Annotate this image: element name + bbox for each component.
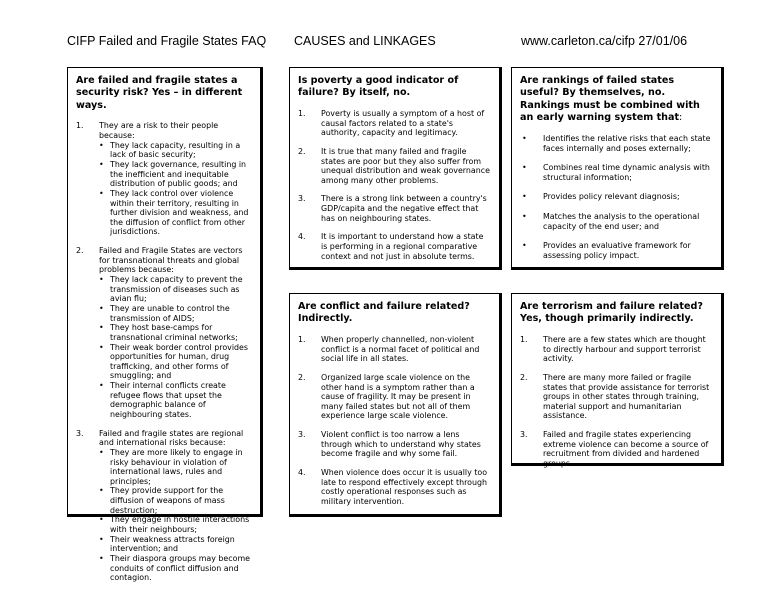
list-item <box>76 121 252 237</box>
item-number: 2. <box>298 372 306 382</box>
bullet-item: • They engage in hostile interactions with their neighbours; <box>99 515 252 534</box>
terrorism-box <box>511 293 724 466</box>
item-text: Poverty is usually a symptom of a host of causal factors related to a state's authority, capacity and legitimacy. <box>321 108 485 138</box>
header-center: CAUSES and LINKAGES <box>294 34 436 48</box>
poverty-box <box>289 67 502 270</box>
list-item <box>298 194 491 223</box>
item-number: 2. <box>520 372 528 382</box>
numbered-list <box>298 109 491 261</box>
item-text: It is true that many failed and fragile states are poor but they also suffer from unequal distribution and weak governance among many other problems. <box>321 146 490 185</box>
item-text: When violence does occur it is usually too late to respond effectively except through costly operational responses such as military intervention. <box>321 467 488 506</box>
list-item <box>520 373 713 421</box>
list-item <box>76 246 252 420</box>
bullet-item: • They provide support for the diffusion of weapons of mass destruction; <box>99 486 252 515</box>
bullet-list <box>520 134 713 261</box>
list-item <box>298 147 491 186</box>
item-text: It is important to understand how a state is performing in a regional comparative context and not just in absolute terms. <box>321 232 484 261</box>
bullet-item: • They lack capacity to prevent the transmission of diseases such as avian flu; <box>99 275 252 304</box>
item-number: 2. <box>76 246 84 256</box>
item-text: There is a strong link between a country's GDP/capita and the negative effect that has on neighbouring states. <box>321 194 487 223</box>
box-title: Are terrorism and failure related? Yes, though primarily indirectly. <box>520 301 703 325</box>
header-left: CIFP Failed and Fragile States FAQ <box>67 34 267 48</box>
bullet-item: • They lack control over violence within their territory, resulting in further division and weakness, and the diffusion of conflict from other jurisdictions. <box>99 189 252 237</box>
box-title: Is poverty a good indicator of failure? By itself, no. <box>298 75 459 99</box>
item-text: Organized large scale violence on the other hand is a symptom rather than a cause of fragility. It may be present in many failed states but not all of them experience large scale violence. <box>321 372 475 421</box>
list-item <box>520 335 713 364</box>
item-number: 1. <box>298 334 306 344</box>
bullet-item: • Matches the analysis to the operational capacity of the end user; and <box>520 212 713 231</box>
bullet-item: • Provides policy relevant diagnosis; <box>520 192 713 202</box>
box-title: Are conflict and failure related? Indirectly. <box>298 301 470 325</box>
box-title: Are failed and fragile states a security risk? Yes – in different ways. <box>76 75 243 111</box>
box-title-text: Are rankings of failed states useful? By themselves, no. Rankings must be combined with an early warning system that <box>520 75 700 124</box>
item-number: 3. <box>520 430 528 440</box>
numbered-list <box>298 335 491 507</box>
box-title-tail: : <box>679 112 683 124</box>
bullet-item: • They are more likely to engage in risky behaviour in violation of international laws, rules and principles; <box>99 448 252 487</box>
security-risk-box <box>67 67 263 583</box>
bullet-list <box>99 141 252 237</box>
numbered-list <box>520 335 713 469</box>
item-number: 1. <box>520 334 528 344</box>
item-text: Failed and Fragile States are vectors for transnational threats and global problems because: <box>99 246 243 275</box>
item-text: Failed and fragile states are regional and international risks because: <box>99 428 244 448</box>
numbered-list <box>76 121 252 582</box>
item-number: 3. <box>298 194 306 204</box>
bullet-item: • Their weak border control provides opportunities for human, drug trafficking, and other forms of smuggling; and <box>99 343 252 382</box>
item-text: Violent conflict is too narrow a lens through which to understand why states become fragile and why some fail. <box>321 430 481 459</box>
bullet-item: • They host base-camps for transnational criminal networks; <box>99 323 252 342</box>
bullet-item: • Combines real time dynamic analysis with structural information; <box>520 163 713 182</box>
rankings-box <box>511 67 724 270</box>
bullet-item: • They lack capacity, resulting in a lack of basic security; <box>99 141 252 160</box>
bullet-item: • They are unable to control the transmission of AIDS; <box>99 304 252 323</box>
box-title <box>520 75 713 125</box>
list-item <box>298 335 491 364</box>
bullet-item: • Their internal conflicts create refugee flows that upset the demographic balance of neighbouring states. <box>99 381 252 420</box>
conflict-box <box>289 293 502 517</box>
bullet-item: • Provides an evaluative framework for assessing policy impact. <box>520 241 713 260</box>
list-item <box>298 430 491 459</box>
list-item <box>298 109 491 138</box>
list-item <box>298 468 491 507</box>
item-text: They are a risk to their people because: <box>99 121 219 141</box>
bullet-item: • Their weakness attracts foreign intervention; and <box>99 535 252 554</box>
list-item <box>520 430 713 469</box>
item-number: 3. <box>298 430 306 440</box>
header-right: www.carleton.ca/cifp 27/01/06 <box>521 34 688 48</box>
bullet-list <box>99 275 252 420</box>
bullet-item: • Identifies the relative risks that each state faces internally and poses externally; <box>520 134 713 153</box>
list-item <box>298 373 491 421</box>
item-number: 4. <box>298 232 306 242</box>
list-item <box>76 429 252 583</box>
bullet-item: • They lack governance, resulting in the inefficient and inequitable distribution of public goods; and <box>99 160 252 189</box>
bullet-item: • Their diaspora groups may become conduits of conflict diffusion and contagion. <box>99 554 252 583</box>
item-number: 2. <box>298 146 306 156</box>
item-text: When properly channelled, non-violent conflict is a normal facet of political and social life in all states. <box>321 334 480 364</box>
item-number: 1. <box>298 108 306 118</box>
item-text: There are many more failed or fragile states that provide assistance for terrorist groups in other states through training, material support and humanitarian assistance. <box>543 372 710 421</box>
bullet-list <box>99 448 252 583</box>
item-text: There are a few states which are thought to directly harbour and support terrorist activity. <box>543 334 706 364</box>
item-number: 3. <box>76 428 84 438</box>
list-item <box>298 232 491 261</box>
item-number: 4. <box>298 467 306 477</box>
item-text: Failed and fragile states experiencing extreme violence can become a source of recruitment from divided and hardened groups. <box>543 430 709 468</box>
item-number: 1. <box>76 121 84 131</box>
